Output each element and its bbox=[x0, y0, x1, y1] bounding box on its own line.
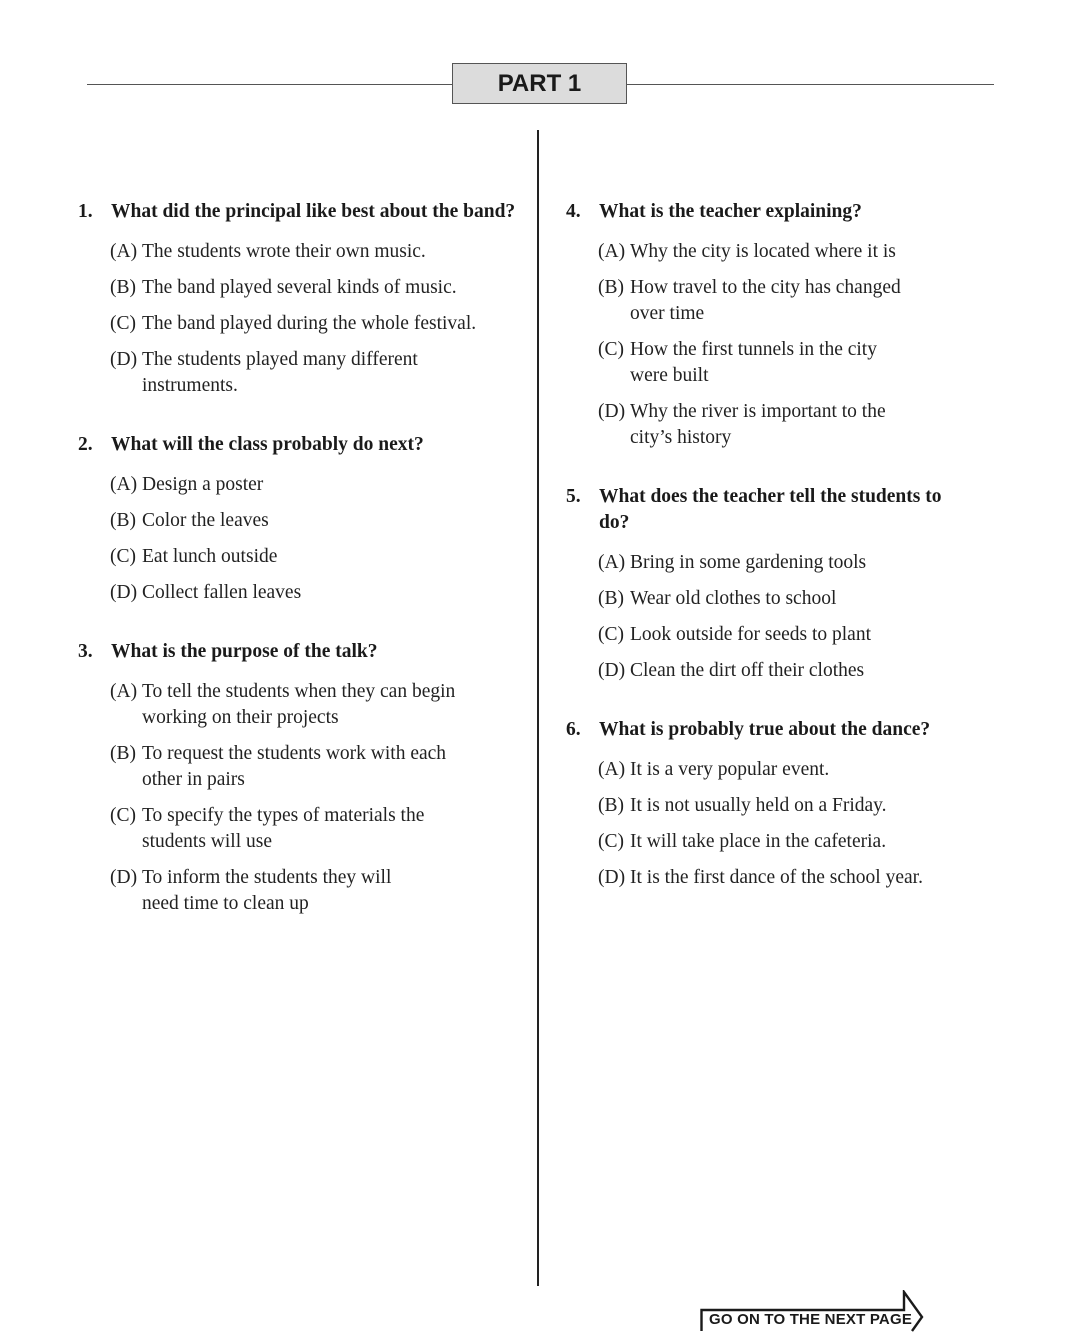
option-d bbox=[110, 580, 518, 606]
option-c bbox=[110, 544, 518, 570]
option-letter: (A) bbox=[598, 759, 626, 780]
option-text: The band played during the whole festival. bbox=[142, 313, 477, 334]
option-d bbox=[598, 658, 986, 684]
option-letter: (C) bbox=[110, 805, 136, 826]
option-text: The students played many different instruments. bbox=[142, 349, 418, 396]
option-text: To tell the students when they can begin working on their projects bbox=[142, 681, 456, 728]
option-d bbox=[598, 399, 986, 451]
option-b bbox=[110, 275, 518, 301]
option-letter: (D) bbox=[110, 349, 138, 370]
option-letter: (A) bbox=[598, 241, 626, 262]
option-text: Why the city is located where it is bbox=[630, 241, 896, 262]
question-number: 6. bbox=[566, 719, 581, 740]
question-stem bbox=[566, 484, 986, 536]
question-number: 3. bbox=[78, 641, 93, 662]
option-text: How the first tunnels in the city were built bbox=[630, 339, 877, 386]
option-letter: (D) bbox=[598, 867, 626, 888]
option-text: It will take place in the cafeteria. bbox=[630, 831, 887, 852]
option-text: It is the first dance of the school year. bbox=[630, 867, 923, 888]
option-text: Bring in some gardening tools bbox=[630, 552, 867, 573]
option-letter: (C) bbox=[110, 546, 136, 567]
question-text: What did the principal like best about the band? bbox=[111, 201, 516, 222]
option-letter: (B) bbox=[110, 277, 136, 298]
option-text: Color the leaves bbox=[142, 510, 269, 531]
option-d bbox=[110, 347, 518, 399]
option-text: To specify the types of materials the students will use bbox=[142, 805, 425, 852]
question-text: What will the class probably do next? bbox=[111, 434, 424, 455]
option-a bbox=[598, 550, 986, 576]
column-divider bbox=[537, 130, 539, 1286]
option-c bbox=[598, 829, 986, 855]
question-stem bbox=[566, 199, 986, 225]
option-d bbox=[110, 865, 518, 917]
option-list bbox=[598, 239, 986, 451]
option-letter: (B) bbox=[598, 588, 624, 609]
question-number: 1. bbox=[78, 201, 93, 222]
question-3 bbox=[78, 639, 518, 917]
option-text: To inform the students they will need time to clean up bbox=[142, 867, 392, 914]
question-stem bbox=[566, 717, 986, 743]
option-c bbox=[110, 311, 518, 337]
header-rule-right bbox=[626, 84, 994, 85]
option-letter: (A) bbox=[110, 241, 138, 262]
option-letter: (D) bbox=[110, 867, 138, 888]
option-letter: (A) bbox=[110, 474, 138, 495]
right-column bbox=[566, 199, 986, 924]
option-letter: (A) bbox=[110, 681, 138, 702]
option-a bbox=[110, 679, 518, 731]
question-2 bbox=[78, 432, 518, 606]
option-b bbox=[110, 741, 518, 793]
option-letter: (B) bbox=[598, 795, 624, 816]
next-page-label: GO ON TO THE NEXT PAGE bbox=[709, 1311, 913, 1328]
option-text: The band played several kinds of music. bbox=[142, 277, 457, 298]
option-list bbox=[110, 679, 518, 917]
question-stem bbox=[78, 639, 518, 665]
option-b bbox=[598, 793, 986, 819]
option-text: Design a poster bbox=[142, 474, 264, 495]
option-letter: (C) bbox=[598, 339, 624, 360]
question-text: What does the teacher tell the students to do? bbox=[599, 486, 942, 533]
option-b bbox=[598, 586, 986, 612]
option-text: The students wrote their own music. bbox=[142, 241, 426, 262]
option-c bbox=[598, 337, 986, 389]
option-a bbox=[598, 757, 986, 783]
option-b bbox=[110, 508, 518, 534]
option-text: Look outside for seeds to plant bbox=[630, 624, 871, 645]
option-letter: (B) bbox=[598, 277, 624, 298]
option-c bbox=[110, 803, 518, 855]
option-text: Collect fallen leaves bbox=[142, 582, 302, 603]
option-b bbox=[598, 275, 986, 327]
option-letter: (C) bbox=[110, 313, 136, 334]
option-text: Eat lunch outside bbox=[142, 546, 278, 567]
option-letter: (C) bbox=[598, 624, 624, 645]
option-letter: (D) bbox=[598, 401, 626, 422]
question-5 bbox=[566, 484, 986, 684]
question-text: What is the purpose of the talk? bbox=[111, 641, 378, 662]
option-letter: (C) bbox=[598, 831, 624, 852]
option-letter: (A) bbox=[598, 552, 626, 573]
left-column bbox=[78, 199, 518, 950]
question-text: What is probably true about the dance? bbox=[599, 719, 931, 740]
header-rule-left bbox=[87, 84, 452, 85]
question-text: What is the teacher explaining? bbox=[599, 201, 862, 222]
option-text: How travel to the city has changed over time bbox=[630, 277, 901, 324]
option-list bbox=[598, 550, 986, 684]
question-number: 4. bbox=[566, 201, 581, 222]
option-list bbox=[598, 757, 986, 891]
option-list bbox=[110, 239, 518, 399]
option-text: Why the river is important to the city’s history bbox=[630, 401, 886, 448]
option-d bbox=[598, 865, 986, 891]
question-1 bbox=[78, 199, 518, 399]
question-number: 5. bbox=[566, 486, 581, 507]
option-list bbox=[110, 472, 518, 606]
option-letter: (D) bbox=[110, 582, 138, 603]
option-letter: (B) bbox=[110, 743, 136, 764]
question-number: 2. bbox=[78, 434, 93, 455]
option-text: To request the students work with each other in pairs bbox=[142, 743, 447, 790]
option-text: It is a very popular event. bbox=[630, 759, 830, 780]
option-a bbox=[110, 239, 518, 265]
option-a bbox=[598, 239, 986, 265]
option-text: It is not usually held on a Friday. bbox=[630, 795, 887, 816]
question-6 bbox=[566, 717, 986, 891]
question-stem bbox=[78, 432, 518, 458]
part-title: PART 1 bbox=[452, 63, 627, 104]
option-c bbox=[598, 622, 986, 648]
question-4 bbox=[566, 199, 986, 451]
option-text: Wear old clothes to school bbox=[630, 588, 837, 609]
option-letter: (B) bbox=[110, 510, 136, 531]
next-page-indicator bbox=[700, 1290, 924, 1332]
question-stem bbox=[78, 199, 518, 225]
option-a bbox=[110, 472, 518, 498]
option-text: Clean the dirt off their clothes bbox=[630, 660, 865, 681]
option-letter: (D) bbox=[598, 660, 626, 681]
